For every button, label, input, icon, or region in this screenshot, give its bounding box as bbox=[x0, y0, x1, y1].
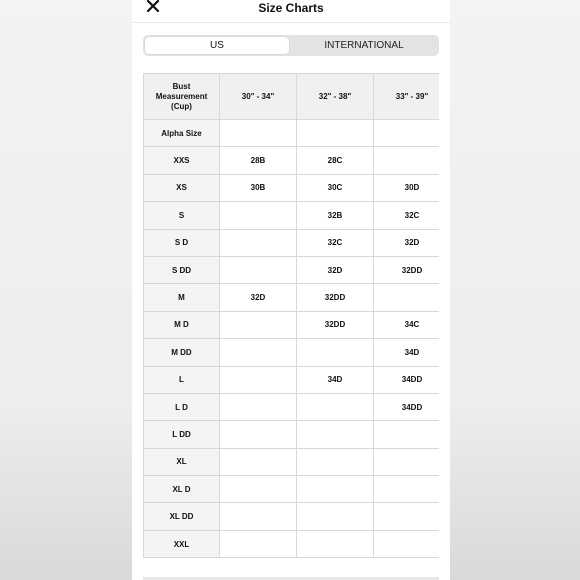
table-cell bbox=[220, 421, 297, 448]
row-size-label: S DD bbox=[144, 256, 220, 283]
table-cell: 32B bbox=[297, 202, 374, 229]
table-cell: 28B bbox=[220, 147, 297, 174]
table-row bbox=[144, 393, 440, 420]
row-size-label: XL DD bbox=[144, 503, 220, 530]
table-row bbox=[144, 147, 440, 174]
column-header: 30" - 34" bbox=[220, 74, 297, 120]
table-cell: 30C bbox=[297, 174, 374, 201]
table-cell: 34D bbox=[374, 339, 440, 366]
table-row bbox=[144, 448, 440, 475]
table-cell bbox=[374, 147, 440, 174]
table-cell: 32DD bbox=[297, 284, 374, 311]
corner-header-line: Measurement bbox=[155, 91, 208, 101]
size-table bbox=[143, 73, 439, 558]
table-cell bbox=[220, 366, 297, 393]
row-size-label: S bbox=[144, 202, 220, 229]
table-row bbox=[144, 202, 440, 229]
table-cell bbox=[297, 421, 374, 448]
table-cell: 32D bbox=[374, 229, 440, 256]
table-cell bbox=[297, 339, 374, 366]
table-cell: 34D bbox=[297, 366, 374, 393]
row-size-label: XXL bbox=[144, 530, 220, 557]
table-cell bbox=[374, 448, 440, 475]
table-cell bbox=[374, 530, 440, 557]
table-cell bbox=[374, 503, 440, 530]
size-table-scroll[interactable] bbox=[143, 73, 439, 573]
table-row bbox=[144, 421, 440, 448]
table-cell: 32DD bbox=[374, 256, 440, 283]
table-cell: 34DD bbox=[374, 393, 440, 420]
table-cell: 30B bbox=[220, 174, 297, 201]
row-size-label: XL bbox=[144, 448, 220, 475]
table-cell bbox=[220, 339, 297, 366]
row-size-label: L D bbox=[144, 393, 220, 420]
table-row bbox=[144, 366, 440, 393]
tab-us[interactable]: US bbox=[145, 37, 289, 54]
table-cell bbox=[220, 311, 297, 338]
row-size-label: XS bbox=[144, 174, 220, 201]
table-row bbox=[144, 284, 440, 311]
table-cell bbox=[297, 476, 374, 503]
table-cell bbox=[297, 120, 374, 147]
table-cell bbox=[220, 448, 297, 475]
table-cell bbox=[374, 476, 440, 503]
table-row bbox=[144, 256, 440, 283]
table-cell: 32D bbox=[297, 256, 374, 283]
table-cell: 32DD bbox=[297, 311, 374, 338]
row-size-label: S D bbox=[144, 229, 220, 256]
table-cell: 32D bbox=[220, 284, 297, 311]
table-cell bbox=[220, 503, 297, 530]
column-header: 32" - 38" bbox=[297, 74, 374, 120]
table-cell bbox=[220, 530, 297, 557]
table-cell: 32C bbox=[297, 229, 374, 256]
table-cell bbox=[220, 256, 297, 283]
alpha-size-row bbox=[144, 120, 440, 147]
row-size-label: XXS bbox=[144, 147, 220, 174]
row-size-label: M bbox=[144, 284, 220, 311]
row-size-label: M DD bbox=[144, 339, 220, 366]
row-size-label: L bbox=[144, 366, 220, 393]
table-cell: 34C bbox=[374, 311, 440, 338]
table-cell bbox=[297, 530, 374, 557]
table-cell: 34DD bbox=[374, 366, 440, 393]
corner-header-line: Bust bbox=[172, 81, 191, 91]
corner-header-line: (Cup) bbox=[171, 101, 192, 111]
page-title: Size Charts bbox=[258, 1, 324, 15]
table-cell bbox=[297, 448, 374, 475]
table-row bbox=[144, 503, 440, 530]
table-cell bbox=[220, 202, 297, 229]
alpha-size-label: Alpha Size bbox=[144, 120, 220, 147]
table-cell bbox=[374, 284, 440, 311]
region-toggle bbox=[143, 35, 439, 56]
table-header-row bbox=[144, 74, 440, 120]
tab-international[interactable]: INTERNATIONAL bbox=[324, 40, 404, 51]
table-cell: 28C bbox=[297, 147, 374, 174]
row-size-label: XL D bbox=[144, 476, 220, 503]
table-row bbox=[144, 339, 440, 366]
table-cell bbox=[220, 120, 297, 147]
table-cell bbox=[220, 476, 297, 503]
table-cell: 32C bbox=[374, 202, 440, 229]
table-row bbox=[144, 311, 440, 338]
table-row bbox=[144, 174, 440, 201]
table-row bbox=[144, 476, 440, 503]
table-cell bbox=[297, 503, 374, 530]
table-cell bbox=[297, 393, 374, 420]
header bbox=[132, 0, 450, 23]
table-row bbox=[144, 229, 440, 256]
table-row bbox=[144, 530, 440, 557]
table-cell bbox=[220, 393, 297, 420]
table-cell bbox=[374, 421, 440, 448]
table-cell bbox=[374, 120, 440, 147]
row-size-label: L DD bbox=[144, 421, 220, 448]
column-header: 33" - 39" bbox=[374, 74, 440, 120]
table-cell: 30D bbox=[374, 174, 440, 201]
table-cell bbox=[220, 229, 297, 256]
corner-header bbox=[144, 74, 220, 120]
row-size-label: M D bbox=[144, 311, 220, 338]
size-chart-sheet bbox=[132, 0, 450, 580]
